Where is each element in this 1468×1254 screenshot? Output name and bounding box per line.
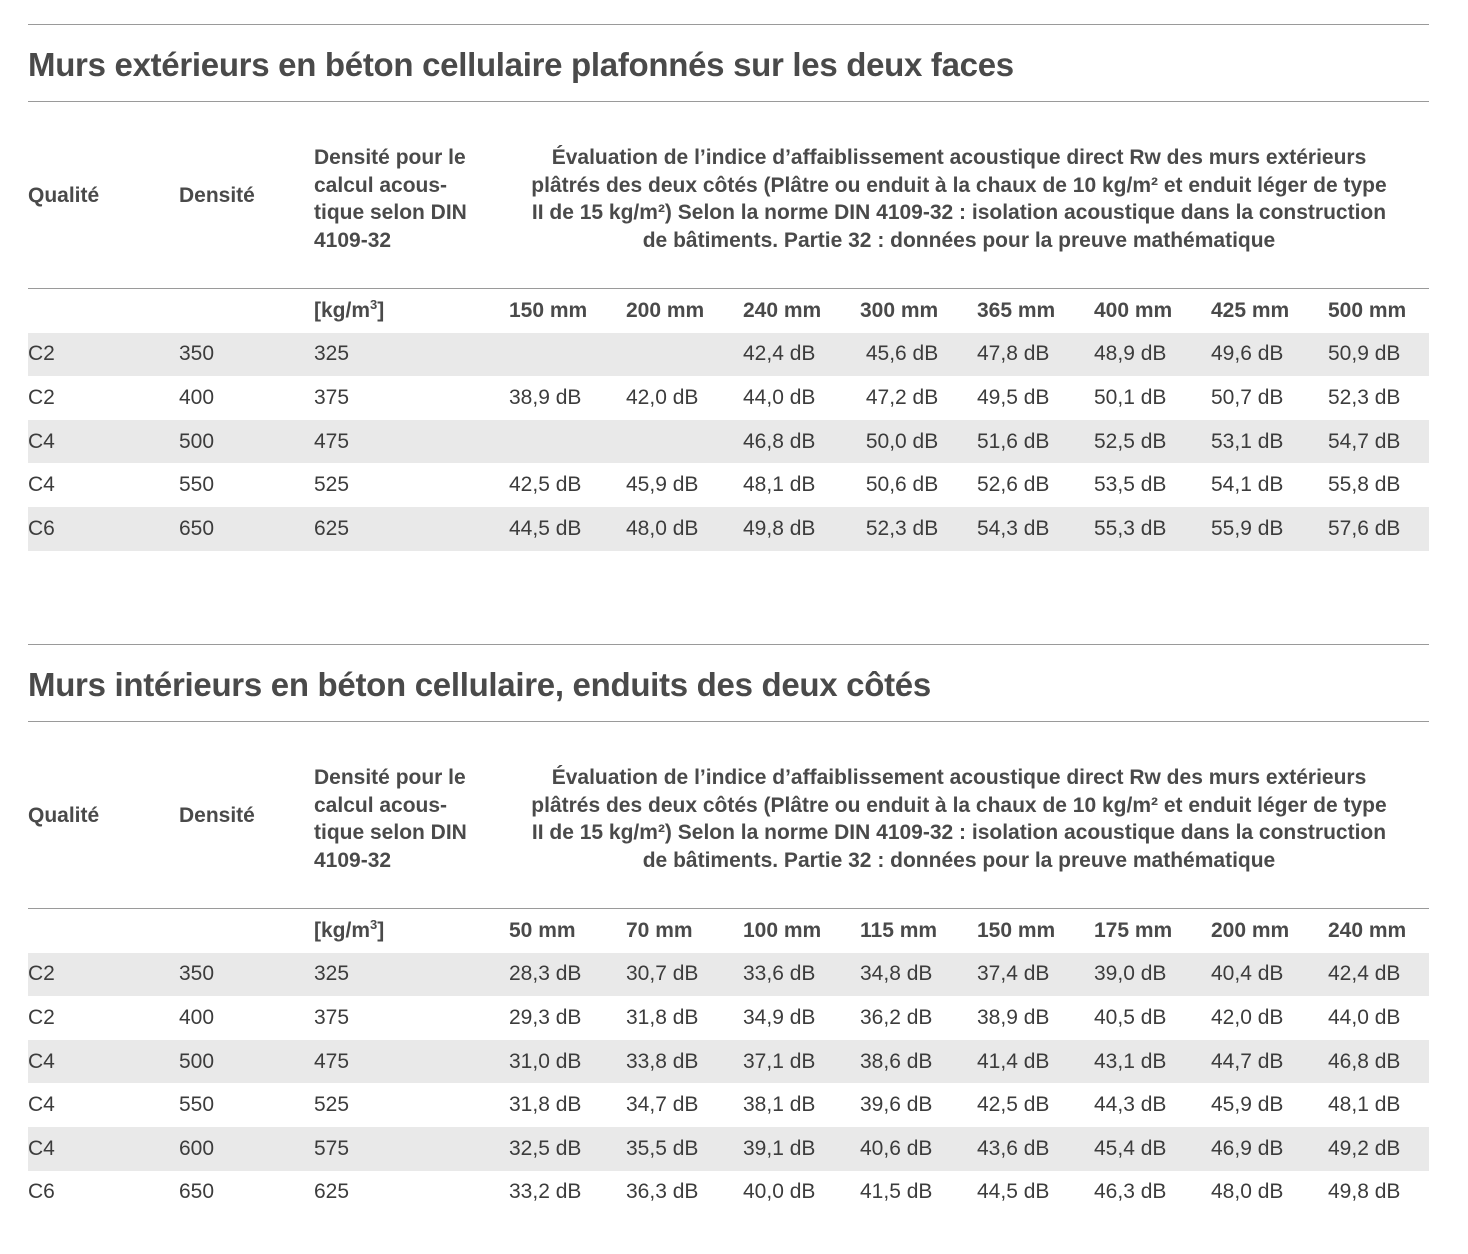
rw-value-cell: 44,5 dB xyxy=(509,507,626,551)
rw-value-cell: 44,7 dB xyxy=(1211,1040,1328,1084)
rw-value-cell: 46,8 dB xyxy=(1328,1040,1429,1084)
rw-value-cell: 46,8 dB xyxy=(743,420,860,464)
table-header xyxy=(28,102,1429,289)
rw-value-cell: 54,7 dB xyxy=(1328,420,1429,464)
rw-value-cell: 50,1 dB xyxy=(1094,385,1167,409)
quality-cell: C4 xyxy=(28,473,55,497)
units-row xyxy=(28,289,1429,333)
table-row xyxy=(28,953,1429,997)
unit-text: [kg/m xyxy=(314,298,371,322)
rw-value-cell: 52,3 dB xyxy=(1328,385,1401,409)
rw-value-cell xyxy=(626,420,743,464)
unit-label xyxy=(314,289,509,333)
table-row xyxy=(28,1127,1429,1171)
thickness-header: 50 mm xyxy=(509,918,576,942)
density-cell: 400 xyxy=(179,1005,215,1029)
rw-value-cell: 33,8 dB xyxy=(626,1040,743,1084)
section-title: Murs intérieurs en béton cellulaire, enduits des deux côtés xyxy=(28,645,1429,722)
quality-cell: C4 xyxy=(28,1093,55,1117)
data-table xyxy=(28,909,1429,1214)
rw-value-cell: 38,9 dB xyxy=(977,1005,1050,1029)
density-cell: 350 xyxy=(179,953,314,997)
table-row xyxy=(28,1171,1429,1215)
empty-cell xyxy=(179,289,314,333)
rw-value-cell: 49,8 dB xyxy=(1328,1180,1401,1204)
rw-value-cell: 30,7 dB xyxy=(626,953,743,997)
rw-value-cell: 50,9 dB xyxy=(1328,333,1429,377)
rw-value-cell: 40,6 dB xyxy=(860,1127,977,1171)
unit-close: ] xyxy=(377,918,385,942)
rw-value-cell: 49,6 dB xyxy=(1211,333,1328,377)
rw-value-cell: 44,0 dB xyxy=(1328,1005,1401,1029)
rw-value-cell: 40,4 dB xyxy=(1211,953,1328,997)
quality-cell: C6 xyxy=(28,1180,55,1204)
rw-value-cell: 45,9 dB xyxy=(626,473,699,497)
table-row xyxy=(28,996,1429,1040)
acoustic-density-cell: 375 xyxy=(314,385,350,409)
acoustic-density-cell: 325 xyxy=(314,333,509,377)
rw-value-cell: 39,1 dB xyxy=(743,1127,860,1171)
acoustic-density-cell: 525 xyxy=(314,1093,350,1117)
rw-value-cell: 53,5 dB xyxy=(1094,473,1167,497)
acoustic-density-cell: 625 xyxy=(314,1180,350,1204)
column-header-qualite: Qualité xyxy=(28,184,100,207)
table-row xyxy=(28,507,1429,551)
density-cell: 650 xyxy=(179,1180,215,1204)
column-header-rw-evaluation: Évaluation de l’indice d’affaiblissement acoustique direct Rw des murs extérieurs plâtrés des deux côtés (Plâtre ou enduit à la chaux de 10 kg/m² et enduit léger de type II de 15 kg/m²) Selon la norme DIN 4109-32 : isolation acoustique dans la construction de bâtiments. Partie 32 : données pour la preuve mathématique xyxy=(531,766,1387,872)
column-header-rw-evaluation: Évaluation de l’indice d’affaiblissement acoustique direct Rw des murs extérieurs plâtrés des deux côtés (Plâtre ou enduit à la chaux de 10 kg/m² et enduit léger de type II de 15 kg/m²) Selon la norme DIN 4109-32 : isolation acoustique dans la construction de bâtiments. Partie 32 : données pour la preuve mathématique xyxy=(531,146,1387,252)
rw-value-cell: 55,3 dB xyxy=(1094,507,1211,551)
thickness-header: 150 mm xyxy=(509,298,588,322)
rw-value-cell: 38,1 dB xyxy=(743,1093,816,1117)
rw-value-cell: 36,2 dB xyxy=(860,1005,933,1029)
data-table xyxy=(28,289,1429,551)
empty-cell xyxy=(28,289,179,333)
thickness-header: 365 mm xyxy=(977,298,1056,322)
rw-value-cell: 42,0 dB xyxy=(1211,1005,1284,1029)
rw-value-cell: 57,6 dB xyxy=(1328,507,1429,551)
empty-cell xyxy=(179,909,314,953)
rw-value-cell: 42,0 dB xyxy=(626,385,699,409)
rw-value-cell: 34,9 dB xyxy=(743,1005,816,1029)
rw-value-cell: 44,0 dB xyxy=(743,385,816,409)
acoustic-density-cell: 625 xyxy=(314,507,509,551)
density-cell: 650 xyxy=(179,507,314,551)
rw-value-cell: 45,4 dB xyxy=(1094,1127,1211,1171)
rw-value-cell: 48,1 dB xyxy=(1328,1093,1401,1117)
rw-value-cell: 48,0 dB xyxy=(1211,1180,1284,1204)
rw-value-cell: 43,1 dB xyxy=(1094,1040,1211,1084)
rw-value-cell: 48,1 dB xyxy=(743,473,816,497)
thickness-header: 240 mm xyxy=(743,298,822,322)
rw-value-cell: 48,0 dB xyxy=(626,507,743,551)
unit-text: [kg/m xyxy=(314,918,371,942)
rw-value-cell: 31,0 dB xyxy=(509,1040,626,1084)
rw-value-cell xyxy=(509,420,626,464)
thickness-header: 200 mm xyxy=(626,298,705,322)
rw-value-cell: 52,3 dB xyxy=(860,507,977,551)
density-cell: 600 xyxy=(179,1127,314,1171)
units-row xyxy=(28,909,1429,953)
rw-value-cell: 54,3 dB xyxy=(977,507,1094,551)
rw-value-cell: 47,8 dB xyxy=(977,333,1094,377)
rw-value-cell xyxy=(509,333,626,377)
rw-value-cell: 37,1 dB xyxy=(743,1040,860,1084)
table-row xyxy=(28,1040,1429,1084)
rw-value-cell: 34,7 dB xyxy=(626,1093,699,1117)
rw-value-cell: 49,8 dB xyxy=(743,507,860,551)
rw-value-cell: 43,6 dB xyxy=(977,1127,1094,1171)
quality-cell: C2 xyxy=(28,1005,55,1029)
thickness-header: 500 mm xyxy=(1328,298,1407,322)
acoustic-density-cell: 325 xyxy=(314,953,509,997)
rw-value-cell: 45,9 dB xyxy=(1211,1093,1284,1117)
table-section-interior-walls xyxy=(28,644,1429,1214)
column-header-densite: Densité xyxy=(179,804,255,827)
column-header-acoustic-density: Densité pour le calcul acous- tique selon DIN 4109-32 xyxy=(314,146,467,252)
density-cell: 400 xyxy=(179,385,215,409)
rw-value-cell: 46,3 dB xyxy=(1094,1180,1167,1204)
column-header-qualite: Qualité xyxy=(28,804,100,827)
rw-value-cell: 49,2 dB xyxy=(1328,1127,1429,1171)
table-header xyxy=(28,722,1429,909)
rw-value-cell: 29,3 dB xyxy=(509,1005,582,1029)
rw-value-cell: 46,9 dB xyxy=(1211,1127,1328,1171)
rw-value-cell: 42,4 dB xyxy=(743,333,860,377)
quality-cell: C2 xyxy=(28,385,55,409)
table-row xyxy=(28,1083,1429,1127)
thickness-header: 70 mm xyxy=(626,918,693,942)
rw-value-cell: 50,7 dB xyxy=(1211,385,1284,409)
rw-value-cell: 52,6 dB xyxy=(977,473,1050,497)
rw-value-cell: 44,3 dB xyxy=(1094,1093,1167,1117)
rw-value-cell: 52,5 dB xyxy=(1094,420,1211,464)
rw-value-cell: 31,8 dB xyxy=(509,1093,582,1117)
thickness-header: 150 mm xyxy=(977,918,1056,942)
rw-value-cell: 41,4 dB xyxy=(977,1040,1094,1084)
acoustic-density-cell: 525 xyxy=(314,473,350,497)
rw-value-cell: 45,6 dB xyxy=(860,333,977,377)
rw-value-cell: 37,4 dB xyxy=(977,953,1094,997)
thickness-header: 200 mm xyxy=(1211,918,1290,942)
quality-cell: C4 xyxy=(28,1040,179,1084)
rw-value-cell: 40,0 dB xyxy=(743,1180,816,1204)
density-cell: 500 xyxy=(179,420,314,464)
column-header-densite: Densité xyxy=(179,184,255,207)
acoustic-density-cell: 475 xyxy=(314,1040,509,1084)
unit-label xyxy=(314,909,509,953)
thickness-header: 300 mm xyxy=(860,298,939,322)
acoustic-density-cell: 575 xyxy=(314,1127,509,1171)
thickness-header: 240 mm xyxy=(1328,918,1407,942)
table-row xyxy=(28,376,1429,420)
rw-value-cell: 42,5 dB xyxy=(509,473,582,497)
density-cell: 500 xyxy=(179,1040,314,1084)
rw-value-cell: 44,5 dB xyxy=(977,1180,1050,1204)
table-section-exterior-walls xyxy=(28,24,1429,551)
rw-value-cell: 48,9 dB xyxy=(1094,333,1211,377)
rw-value-cell: 53,1 dB xyxy=(1211,420,1328,464)
density-cell: 350 xyxy=(179,333,314,377)
column-header-acoustic-density: Densité pour le calcul acous- tique selon DIN 4109-32 xyxy=(314,766,467,872)
unit-exponent: 3 xyxy=(370,916,378,932)
thickness-header: 175 mm xyxy=(1094,918,1173,942)
rw-value-cell: 38,9 dB xyxy=(509,385,582,409)
rw-value-cell: 49,5 dB xyxy=(977,385,1050,409)
density-cell: 550 xyxy=(179,473,215,497)
rw-value-cell: 36,3 dB xyxy=(626,1180,699,1204)
rw-value-cell: 47,2 dB xyxy=(860,385,939,409)
quality-cell: C4 xyxy=(28,420,179,464)
table-row xyxy=(28,420,1429,464)
quality-cell: C4 xyxy=(28,1127,179,1171)
section-title: Murs extérieurs en béton cellulaire plafonnés sur les deux faces xyxy=(28,25,1429,102)
rw-value-cell: 35,5 dB xyxy=(626,1127,743,1171)
rw-value-cell: 42,5 dB xyxy=(977,1093,1050,1117)
rw-value-cell: 54,1 dB xyxy=(1211,473,1284,497)
rw-value-cell: 33,6 dB xyxy=(743,953,860,997)
rw-value-cell: 34,8 dB xyxy=(860,953,977,997)
rw-value-cell: 33,2 dB xyxy=(509,1180,582,1204)
quality-cell: C2 xyxy=(28,333,179,377)
rw-value-cell: 41,5 dB xyxy=(860,1180,933,1204)
rw-value-cell: 50,6 dB xyxy=(860,473,939,497)
thickness-header: 400 mm xyxy=(1094,298,1173,322)
rw-value-cell: 31,8 dB xyxy=(626,1005,699,1029)
quality-cell: C2 xyxy=(28,953,179,997)
rw-value-cell: 51,6 dB xyxy=(977,420,1094,464)
density-cell: 550 xyxy=(179,1093,215,1117)
rw-value-cell xyxy=(626,333,743,377)
quality-cell: C6 xyxy=(28,507,179,551)
empty-cell xyxy=(28,909,179,953)
thickness-header: 425 mm xyxy=(1211,298,1290,322)
rw-value-cell: 39,6 dB xyxy=(860,1093,933,1117)
rw-value-cell: 38,6 dB xyxy=(860,1040,977,1084)
rw-value-cell: 50,0 dB xyxy=(860,420,977,464)
thickness-header: 115 mm xyxy=(860,918,938,942)
unit-exponent: 3 xyxy=(370,296,378,312)
rw-value-cell: 28,3 dB xyxy=(509,953,626,997)
rw-value-cell: 40,5 dB xyxy=(1094,1005,1167,1029)
thickness-header: 100 mm xyxy=(743,918,822,942)
table-row xyxy=(28,463,1429,507)
rw-value-cell: 32,5 dB xyxy=(509,1127,626,1171)
unit-close: ] xyxy=(377,298,385,322)
rw-value-cell: 55,8 dB xyxy=(1328,473,1401,497)
acoustic-density-cell: 475 xyxy=(314,420,509,464)
rw-value-cell: 55,9 dB xyxy=(1211,507,1328,551)
acoustic-density-cell: 375 xyxy=(314,1005,350,1029)
table-row xyxy=(28,333,1429,377)
rw-value-cell: 39,0 dB xyxy=(1094,953,1211,997)
rw-value-cell: 42,4 dB xyxy=(1328,953,1429,997)
